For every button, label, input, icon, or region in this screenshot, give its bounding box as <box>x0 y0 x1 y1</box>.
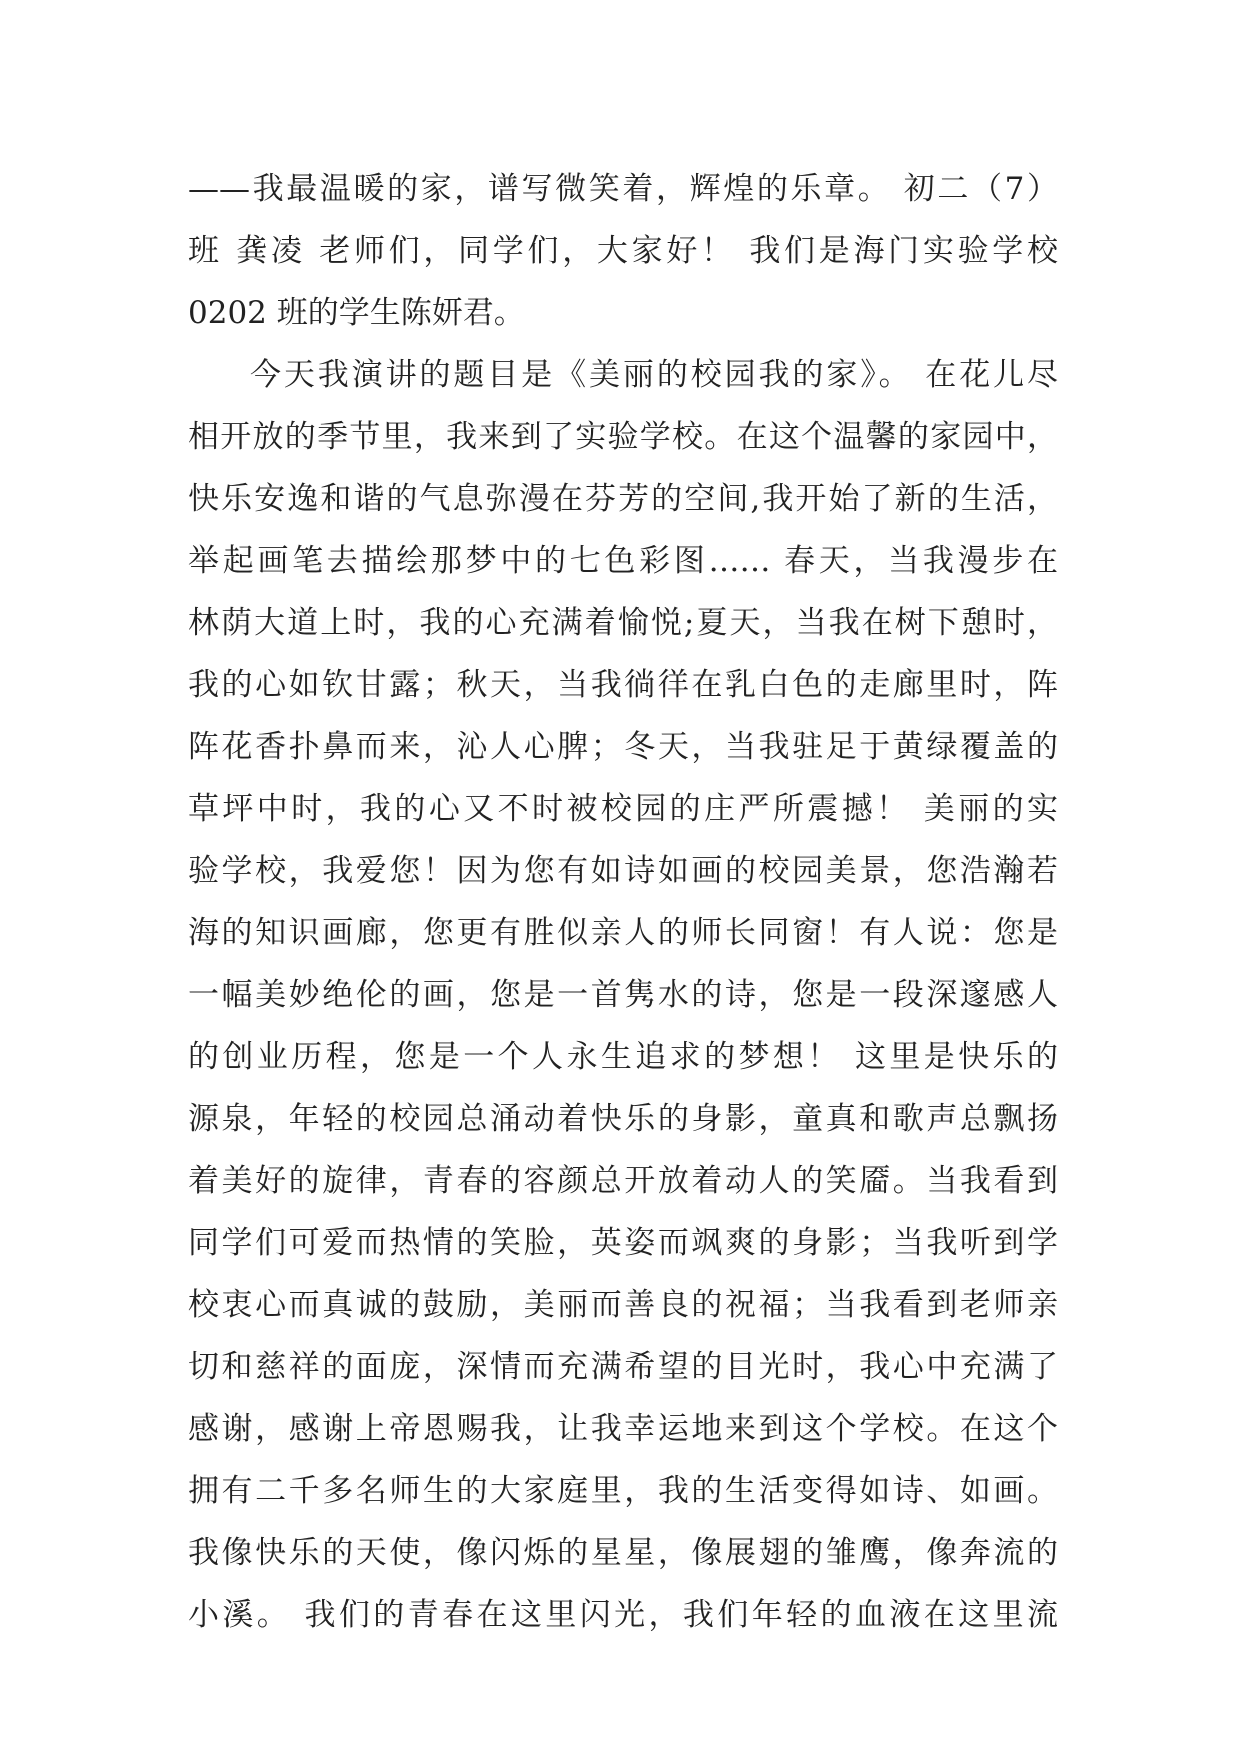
text-line: 0202 班的学生陈妍君。 <box>188 295 525 331</box>
text-line: 快乐安逸和谐的气息弥漫在芬芳的空间,我开始了新的生活， <box>188 481 1058 517</box>
text-line: 的创业历程，您是一个人永生追求的梦想！ 这里是快乐的 <box>188 1039 1058 1075</box>
text-line: 今天我演讲的题目是《美丽的校园我的家》。 在花儿尽 <box>250 357 1058 393</box>
text-line: 我的心如钦甘露；秋天，当我徜徉在乳白色的走廊里时，阵 <box>188 667 1058 703</box>
text-line: 一幅美妙绝伦的画，您是一首隽水的诗，您是一段深邃感人 <box>188 977 1058 1013</box>
document-body <box>188 158 1058 1646</box>
text-line: 草坪中时，我的心又不时被校园的庄严所震撼！ 美丽的实 <box>188 791 1058 827</box>
text-line: 感谢，感谢上帝恩赐我，让我幸运地来到这个学校。在这个 <box>188 1411 1058 1447</box>
text-line: 阵花香扑鼻而来，沁人心脾；冬天，当我驻足于黄绿覆盖的 <box>188 729 1058 765</box>
text-line: 相开放的季节里，我来到了实验学校。在这个温馨的家园中， <box>188 419 1058 455</box>
text-line: 班 龚凌 老师们，同学们，大家好！ 我们是海门实验学校 <box>188 233 1058 269</box>
text-line: 林荫大道上时，我的心充满着愉悦;夏天，当我在树下憩时， <box>188 605 1058 641</box>
text-line: 同学们可爱而热情的笑脸，英姿而飒爽的身影；当我听到学 <box>188 1225 1058 1261</box>
text-line: 校衷心而真诚的鼓励，美丽而善良的祝福；当我看到老师亲 <box>188 1287 1058 1323</box>
text-line: 我像快乐的天使，像闪烁的星星，像展翅的雏鹰，像奔流的 <box>188 1535 1058 1571</box>
text-line: 举起画笔去描绘那梦中的七色彩图…… 春天，当我漫步在 <box>188 543 1058 579</box>
text-line: 切和慈祥的面庞，深情而充满希望的目光时，我心中充满了 <box>188 1349 1058 1385</box>
text-line: 着美好的旋律，青春的容颜总开放着动人的笑靥。当我看到 <box>188 1163 1058 1199</box>
text-line: 验学校，我爱您！因为您有如诗如画的校园美景，您浩瀚若 <box>188 853 1058 889</box>
text-line: 小溪。 我们的青春在这里闪光，我们年轻的血液在这里流 <box>188 1597 1058 1633</box>
text-line: 拥有二千多名师生的大家庭里，我的生活变得如诗、如画。 <box>188 1473 1058 1509</box>
paragraph-speech <box>188 344 1058 1646</box>
text-line: ——我最温暖的家，谱写微笑着，辉煌的乐章。 初二（7） <box>188 171 1058 207</box>
text-line: 海的知识画廊，您更有胜似亲人的师长同窗！有人说：您是 <box>188 915 1058 951</box>
paragraph-intro <box>188 158 1058 344</box>
text-line: 源泉，年轻的校园总涌动着快乐的身影，童真和歌声总飘扬 <box>188 1101 1058 1137</box>
